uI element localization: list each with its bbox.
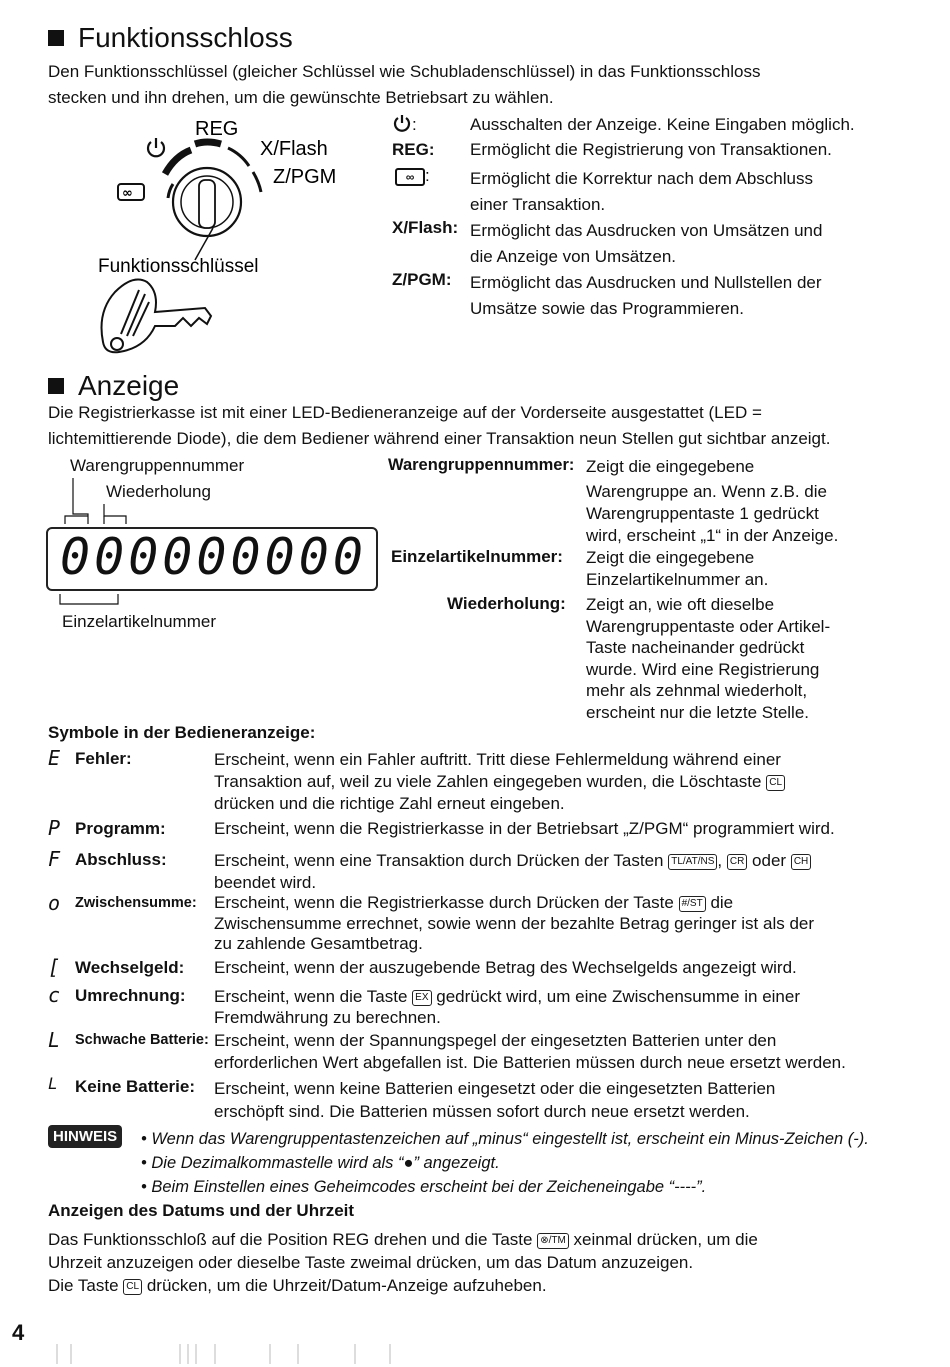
plu-bracket xyxy=(58,592,122,608)
label-dept-number: Warengruppennummer xyxy=(70,456,245,475)
cr-key-icon: CR xyxy=(727,854,747,870)
low-battery-symbol-icon: L xyxy=(48,1028,61,1052)
symbol-desc-change: Erscheint, wenn der auszugebende Betrag des Wechselgelds angezeigt wird. xyxy=(214,958,797,977)
no-battery-symbol-icon: L xyxy=(48,1074,58,1093)
section-title-lock: Funktionsschloss xyxy=(48,22,293,54)
section-title-display: Anzeige xyxy=(48,370,179,402)
lock-intro: Den Funktionsschlüssel (gleicher Schlüssel wie Schubladenschlüssel) in das Funktionsschloss stecken und ihn drehen, um die gewünschte Betriebsart zu wählen. xyxy=(48,62,761,107)
key-label: Funktionsschlüssel xyxy=(98,256,259,277)
page-number: 4 xyxy=(12,1320,25,1345)
def-term-plu: Einzelartikelnummer: xyxy=(391,547,563,566)
lock-label-reg: REG xyxy=(195,118,239,140)
label-repetition: Wiederholung xyxy=(106,482,211,501)
display-callout-lines xyxy=(60,476,140,526)
mode-reg-desc: Ermöglicht die Registrierung von Transaktionen. xyxy=(470,140,832,159)
symbol-desc-low-battery: Erscheint, wenn der Spannungspegel der eingesetzten Batterien unter den erforderlichen Wert abgefallen ist. Die Batterien müssen durch neue ersetzt werden. xyxy=(214,1031,846,1072)
ch-key-icon: CH xyxy=(791,854,811,870)
error-symbol-icon: E xyxy=(48,746,61,770)
symbol-name-change: Wechselgeld: xyxy=(75,958,185,977)
hinweis-note: • Die Dezimalkommastelle wird als “●” angezeigt. xyxy=(141,1154,500,1172)
label-plu-number: Einzelartikelnummer xyxy=(62,612,216,631)
symbol-name-low-battery: Schwache Batterie: xyxy=(75,1032,209,1048)
symbol-desc-finalize: Erscheint, wenn eine Transaktion durch Drücken der Tasten TL/AT/NS , CR oder CH beendet wird. xyxy=(214,850,811,894)
symbol-desc-no-battery: Erscheint, wenn keine Batterien eingesetzt oder die eingesetzten Batterien erschöpft sind. Die Batterien müssen sofort durch neue ersetzt werden. xyxy=(214,1079,776,1121)
hinweis-note: • Wenn das Warengruppentastenzeichen auf „minus“ eingestellt ist, erscheint ein Minus-Zeichen (-). xyxy=(141,1130,869,1148)
led-digits: 000000000 xyxy=(60,528,367,586)
tl-key-icon: TL/AT/NS xyxy=(668,854,717,870)
finalize-symbol-icon: F xyxy=(48,847,61,871)
tm-key-icon: ⊗/TM xyxy=(537,1233,569,1249)
symbol-name-subtotal: Zwischensumme: xyxy=(75,895,197,911)
power-icon xyxy=(392,113,412,133)
lock-label-xflash: X/Flash xyxy=(260,138,328,160)
hinweis-notes xyxy=(141,1127,869,1199)
symbols-title: Symbole in der Bedieneranzeige: xyxy=(48,723,316,742)
symbol-desc-program: Erscheint, wenn die Registrierkasse in der Betriebsart „Z/PGM“ programmiert wird. xyxy=(214,819,835,838)
key-icon xyxy=(102,280,212,353)
datetime-title: Anzeigen des Datums und der Uhrzeit xyxy=(48,1201,355,1220)
led-display xyxy=(46,527,378,591)
symbol-name-program: Programm: xyxy=(75,819,166,838)
lock-label-zpgm: Z/PGM xyxy=(273,166,337,188)
print-registration-marks xyxy=(55,1344,405,1364)
mode-correction-desc: Ermöglicht die Korrektur nach dem Abschluss einer Transaktion. xyxy=(470,169,813,214)
power-icon xyxy=(148,138,164,156)
symbol-desc-subtotal: Erscheint, wenn die Registrierkasse durch Drücken der Taste #/ST die Zwischensumme errechnet, sowie wenn der bezahlte Betrag geringer ist als der zu zahlende Gesamtbetrag. xyxy=(214,893,815,953)
square-bullet-icon xyxy=(48,30,64,46)
display-intro: Die Registrierkasse ist mit einer LED-Bedieneranzeige auf der Vorderseite ausgestattet (LED = lichtemittierende Diode), die dem Bediener während einer Transaktion neun Stellen gut sichtbar anzeigt. xyxy=(48,403,831,448)
program-symbol-icon: P xyxy=(48,816,61,840)
symbol-name-finalize: Abschluss: xyxy=(75,850,167,869)
mode-reg-label: REG: xyxy=(392,140,435,159)
def-term-dept: Warengruppennummer: xyxy=(388,456,575,474)
svg-text:∞: ∞ xyxy=(122,186,133,201)
datetime-body: Das Funktionsschloß auf die Position REG drehen und die Taste ⊗/TM xeinmal drücken, um die Uhrzeit anzuzeigen oder dieselbe Taste zweimal drücken, um das Datum anzuzeigen. Die Taste CL drücken, um die Uhrzeit/Datum-Anzeige aufzuheben. xyxy=(48,1230,758,1295)
mode-power-desc: Ausschalten der Anzeige. Keine Eingaben möglich. xyxy=(470,115,855,134)
hinweis-note: • Beim Einstellen eines Geheimcodes erscheint bei der Zeicheneingabe “----”. xyxy=(141,1178,707,1196)
def-term-repeat: Wiederholung: xyxy=(447,594,566,613)
cl-key-icon: CL xyxy=(766,775,785,791)
symbol-name-error: Fehler: xyxy=(75,749,132,768)
mode-xflash-label: X/Flash: xyxy=(392,218,459,237)
cl-key-icon: CL xyxy=(123,1279,142,1295)
conversion-symbol-icon: c xyxy=(48,983,61,1007)
def-desc-repeat: Zeigt an, wie oft dieselbe Warengruppentaste oder Artikel- Taste nacheinander gedrückt wurde. Wird eine Registrierung mehr als zehnmal wiederholt, erscheint nur die letzte Stelle. xyxy=(586,595,831,722)
change-symbol-icon: [ xyxy=(48,955,61,979)
subtotal-symbol-icon: o xyxy=(48,891,61,915)
symbol-name-conversion: Umrechnung: xyxy=(75,986,186,1005)
st-key-icon: #/ST xyxy=(679,896,706,912)
symbol-desc-error: Erscheint, wenn ein Fahler auftritt. Tritt diese Fehlermeldung während einer Transaktion auf, weil zu viele Zahlen eingegeben wurden, die Löschtaste CL drücken und die richtige Zahl erneut eingeben. xyxy=(214,749,785,815)
mode-zpgm-desc: Ermöglicht das Ausdrucken und Nullstellen der Umsätze sowie das Programmieren. xyxy=(470,273,822,318)
hinweis-badge: HINWEIS xyxy=(48,1125,122,1148)
ex-key-icon: EX xyxy=(412,990,431,1006)
mode-power: : xyxy=(392,113,417,135)
def-desc-plu: Zeigt die eingegebene Einzelartikelnummer an. xyxy=(586,548,769,589)
correction-mode-icon: ∞ xyxy=(395,168,425,186)
def-desc-dept: Zeigt die eingegebene Warengruppe an. Wenn z.B. die Warengruppentaste 1 gedrückt wird, erscheint „1“ in der Anzeige. xyxy=(586,457,839,545)
function-lock-diagram xyxy=(95,112,375,362)
mode-zpgm-label: Z/PGM: xyxy=(392,270,452,289)
mode-correction-label: ∞ : xyxy=(395,166,430,186)
mode-xflash-desc: Ermöglicht das Ausdrucken von Umsätzen und die Anzeige von Umsätzen. xyxy=(470,221,823,266)
symbol-name-no-battery: Keine Batterie: xyxy=(75,1077,195,1096)
square-bullet-icon xyxy=(48,378,64,394)
symbol-desc-conversion: Erscheint, wenn die Taste EX gedrückt wird, um eine Zwischensumme in einer Fremdwährung zu berechnen. xyxy=(214,987,800,1027)
